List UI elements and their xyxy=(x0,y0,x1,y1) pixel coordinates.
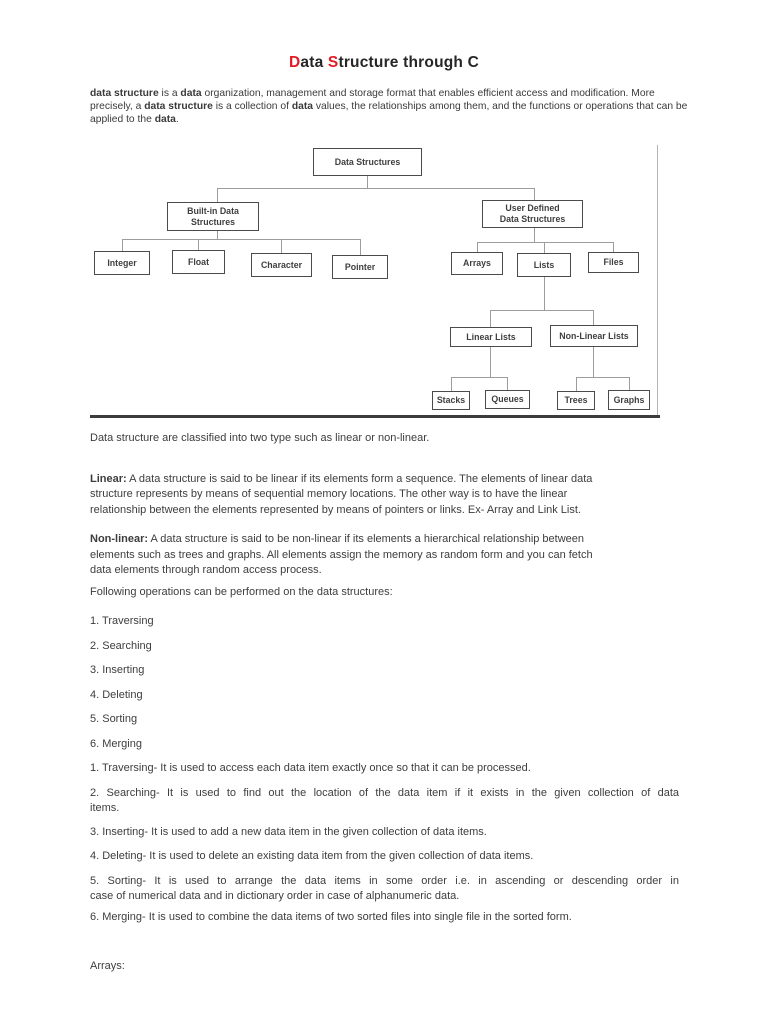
text-segment: 6. Merging- It is used to combine the data items of two sorted files into single file in the sorted form. xyxy=(90,910,572,923)
text-segment: values, the relationships among them, and the functions or operations that can be xyxy=(313,101,688,112)
operation-item-3 xyxy=(90,663,679,679)
text-segment: A data structure is said to be linear if its elements form a sequence. The elements of linear data xyxy=(126,472,593,485)
diagram-connector xyxy=(281,239,282,253)
diagram-connector xyxy=(534,228,535,242)
text-segment: 4. Deleting- It is used to delete an existing data item from the given collection of data items. xyxy=(90,850,534,862)
diagram-node-lists xyxy=(517,253,571,277)
text-line xyxy=(90,487,679,503)
text-segment: Linear: xyxy=(90,472,127,485)
operation-item-4 xyxy=(90,688,679,704)
diagram-connector xyxy=(507,377,508,390)
text-line xyxy=(90,663,679,679)
diagram-connector xyxy=(198,239,199,250)
diagram-node-built-in xyxy=(167,202,259,231)
diagram-node-label: Queues xyxy=(491,394,524,404)
diagram-node-label: Arrays xyxy=(463,258,491,268)
diagram-node-label: Pointer xyxy=(344,261,376,272)
diagram-node-linear-lists xyxy=(450,327,532,347)
diagram-connector xyxy=(613,242,614,252)
diagram-connector xyxy=(576,377,630,378)
diagram-node-data-structures xyxy=(313,148,422,176)
intro-line xyxy=(90,87,690,100)
text-segment: structure represents by means of sequential memory locations. The other way is to have the linear xyxy=(90,488,568,500)
diagram-connector xyxy=(451,377,508,378)
text-segment: A data structure is said to be non-linear if its elements a hierarchical relationship between xyxy=(148,533,585,545)
intro-line xyxy=(90,113,690,126)
text-segment: Non-linear: xyxy=(90,533,149,545)
diagram-node-pointer xyxy=(332,255,388,279)
diagram-connector xyxy=(367,176,368,188)
text-segment: 1. Traversing- It is used to access each data item exactly once so that it can be processed. xyxy=(90,762,531,774)
text-line xyxy=(90,874,679,890)
diagram-node-label: Graphs xyxy=(613,394,645,405)
text-line xyxy=(90,532,679,548)
diagram-node-label: Lists xyxy=(533,259,555,270)
diagram-node-trees xyxy=(557,391,595,410)
diagram-node-float xyxy=(172,250,225,274)
operation-item-1 xyxy=(90,614,679,630)
text-segment: Data structure are classified into two type such as linear or non-linear. xyxy=(90,432,430,444)
text-segment: data structure xyxy=(144,101,213,112)
text-segment: ata xyxy=(300,54,328,71)
text-line xyxy=(90,614,679,630)
diagram-connector xyxy=(593,310,594,325)
operations-intro xyxy=(90,585,679,601)
text-segment: is a xyxy=(158,88,181,99)
text-segment: tructure through C xyxy=(338,54,479,71)
text-line xyxy=(90,959,679,975)
diagram-connector xyxy=(217,188,218,203)
data-structures-diagram xyxy=(85,140,663,425)
text-segment: 2. Searching- It is used to find out the location of the data item if it exists in the given collection of data xyxy=(90,786,679,799)
text-line xyxy=(90,548,679,564)
text-segment: organization, management and storage format that enables efficient access and modification. More xyxy=(201,88,655,99)
diagram-connector xyxy=(360,239,361,255)
diagram-bottom-rule xyxy=(90,415,660,418)
diagram-node-label: User Defined xyxy=(505,203,560,213)
diagram-node-label: Linear Lists xyxy=(466,331,516,342)
arrays-heading xyxy=(90,959,679,975)
operation-item-6 xyxy=(90,737,679,753)
linear-paragraph xyxy=(90,472,679,519)
diagram-node-label: Character xyxy=(260,259,303,270)
text-segment: relationship between the elements represented by means of pointers or links. Ex- Array and Link List. xyxy=(90,503,581,516)
operation-item-2 xyxy=(90,639,679,655)
text-line xyxy=(90,712,679,728)
diagram-node-label: Stacks xyxy=(436,395,466,405)
diagram-connector xyxy=(477,242,478,252)
text-segment: data structure xyxy=(90,88,159,99)
diagram-node-files xyxy=(588,252,639,273)
text-segment: data xyxy=(154,114,176,125)
text-line xyxy=(90,761,679,777)
text-segment: 3. Inserting- It is used to add a new data item in the given collection of data items. xyxy=(90,825,487,838)
nonlinear-paragraph xyxy=(90,532,679,579)
diagram-connector xyxy=(217,188,535,189)
text-line xyxy=(90,563,679,579)
diagram-connector xyxy=(490,310,594,311)
diagram-connector xyxy=(477,242,614,243)
intro-line xyxy=(90,100,690,113)
diagram-node-user-defined xyxy=(482,200,583,228)
text-line xyxy=(90,801,679,817)
diagram-node-label: Built-in Data xyxy=(187,205,239,216)
diagram-node-queues xyxy=(485,390,530,409)
diagram-node-label: Integer xyxy=(107,257,137,268)
text-line xyxy=(90,503,679,519)
text-segment: 5. Sorting- It is used to arrange the data items in some order i.e. in ascending or descending order in xyxy=(90,874,679,887)
text-segment: applied to the xyxy=(90,114,155,125)
operation-detail-6 xyxy=(90,910,679,926)
diagram-connector xyxy=(122,239,123,251)
text-segment: data xyxy=(180,88,202,99)
text-line xyxy=(90,688,679,704)
text-segment: data elements through random access process. xyxy=(90,564,322,576)
text-segment: items. xyxy=(90,802,120,814)
text-segment: 2. Searching xyxy=(90,639,152,652)
diagram-node-graphs xyxy=(608,390,650,410)
text-line xyxy=(90,910,679,926)
diagram-node-arrays xyxy=(451,252,503,275)
text-line xyxy=(90,825,679,841)
operation-detail-4 xyxy=(90,849,679,865)
text-line xyxy=(90,889,679,905)
diagram-node-label: Non-Linear Lists xyxy=(559,330,629,341)
diagram-node-label: Data Structures xyxy=(334,156,401,167)
text-segment: 1. Traversing xyxy=(90,615,154,627)
diagram-connector xyxy=(490,310,491,327)
text-segment: 6. Merging xyxy=(90,737,142,750)
page-title xyxy=(0,54,768,72)
text-segment: Arrays: xyxy=(90,960,125,972)
operation-detail-3 xyxy=(90,825,679,841)
operation-detail-1 xyxy=(90,761,679,777)
diagram-node-non-linear-lists xyxy=(550,325,638,347)
diagram-node-label: Trees xyxy=(564,395,588,405)
diagram-node-label: Files xyxy=(603,257,624,267)
text-line xyxy=(90,737,679,753)
diagram-connector xyxy=(593,347,594,377)
text-segment: is a collection of xyxy=(212,101,292,112)
diagram-connector xyxy=(451,377,452,391)
diagram-node-label: Data Structures xyxy=(499,214,566,224)
diagram-connector xyxy=(490,347,491,377)
text-segment: case of numerical data and in dictionary order in case of alphanumeric data. xyxy=(90,890,460,902)
text-segment: precisely, a xyxy=(90,101,145,112)
text-line xyxy=(90,849,679,865)
text-line xyxy=(90,639,679,655)
diagram-connector xyxy=(576,377,577,391)
intro-paragraph xyxy=(90,87,690,126)
text-segment: elements such as trees and graphs. All elements assign the memory as random form and you can fetch xyxy=(90,548,593,561)
diagram-right-border xyxy=(657,145,658,418)
body-text-column xyxy=(90,431,679,975)
text-line xyxy=(90,786,679,802)
diagram-node-integer xyxy=(94,251,150,275)
text-segment: D xyxy=(289,54,301,71)
diagram-connector xyxy=(544,277,545,310)
diagram-connector xyxy=(629,377,630,390)
text-line xyxy=(90,585,679,601)
text-segment: 5. Sorting xyxy=(90,713,138,725)
diagram-node-label: Float xyxy=(187,256,209,267)
diagram-connector xyxy=(122,239,361,240)
text-segment: Following operations can be performed on the data structures: xyxy=(90,585,393,598)
operation-detail-5 xyxy=(90,874,679,905)
text-line xyxy=(90,472,679,488)
text-line xyxy=(90,431,679,447)
diagram-node-character xyxy=(251,253,312,277)
text-segment: 3. Inserting xyxy=(90,664,145,676)
diagram-node-label: Structures xyxy=(191,216,235,227)
text-segment: . xyxy=(175,114,179,125)
diagram-connector xyxy=(544,242,545,253)
text-segment: data xyxy=(291,101,314,112)
operation-detail-2 xyxy=(90,786,679,817)
classified-paragraph xyxy=(90,431,679,447)
operation-item-5 xyxy=(90,712,679,728)
diagram-node-stacks xyxy=(432,391,470,410)
text-segment: 4. Deleting xyxy=(90,688,143,701)
text-segment: S xyxy=(327,54,339,71)
